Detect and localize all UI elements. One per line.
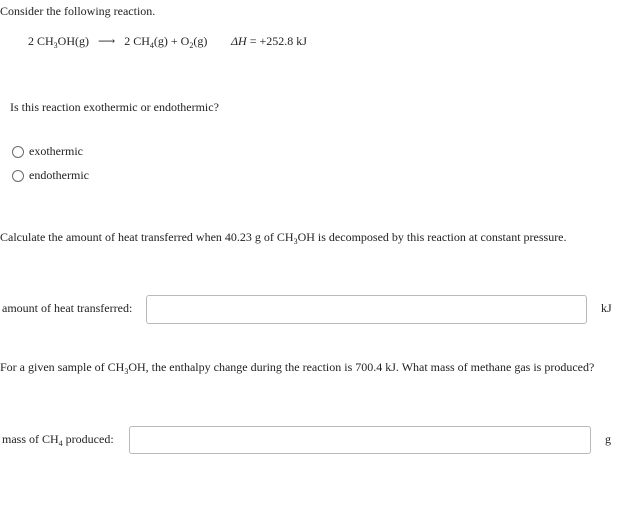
heat-unit-label: kJ (601, 301, 612, 315)
plus-sign: + (170, 34, 178, 48)
mass-field-label (2, 432, 114, 447)
mass-field-label-part: mass of CH (2, 432, 59, 446)
heat-unit (601, 301, 612, 316)
mass-field-label-part: produced: (65, 432, 114, 446)
delta-h (231, 34, 307, 49)
delta-h-symbol: ΔH (231, 34, 247, 48)
reactant-coefficient: 2 (28, 34, 34, 48)
radio-label: endothermic (29, 168, 89, 182)
question3-subscript: 3 (124, 367, 129, 376)
question2-subscript: 3 (293, 237, 298, 246)
product1-formula-part: CH (133, 34, 150, 48)
product2-formula-part: (g) (193, 34, 208, 48)
product1-formula-part: (g) (153, 34, 168, 48)
reactant-formula-part: CH (37, 34, 54, 48)
product2-formula-part: O (180, 34, 190, 48)
product1-coefficient: 2 (124, 34, 131, 48)
product1-subscript: 4 (149, 41, 154, 50)
intro-text-label: Consider the following reaction. (0, 4, 156, 18)
reactant-formula-part: OH(g) (57, 34, 89, 48)
heat-field-label (2, 301, 132, 316)
mass-field-label-subscript: 4 (58, 439, 63, 448)
question2-text-part: Calculate the amount of heat transferred when 40.23 g of CH (0, 230, 294, 244)
heat-field-label-text: amount of heat transferred: (2, 301, 133, 315)
question2-text-part: OH is decomposed by this reaction at constant pressure. (297, 230, 567, 244)
delta-h-value: = +252.8 kJ (249, 34, 307, 48)
reaction-arrow-icon: ⟶ (98, 34, 116, 48)
question1-text (10, 100, 219, 115)
mass-unit-label: g (605, 432, 611, 446)
question2-text (0, 230, 567, 245)
reactant-subscript: 3 (53, 41, 58, 50)
reaction-equation (28, 34, 207, 49)
radio-button[interactable] (12, 146, 24, 158)
mass-methane-input[interactable] (129, 426, 591, 454)
mass-unit (605, 432, 611, 447)
heat-transferred-input[interactable] (146, 295, 587, 324)
radio-label: exothermic (29, 144, 83, 158)
question3-text-part: For a given sample of CH (0, 360, 125, 374)
question1-label: Is this reaction exothermic or endothermic? (10, 100, 219, 114)
radio-button[interactable] (12, 170, 24, 182)
question3-text (0, 360, 594, 375)
question3-text-part: OH, the enthalpy change during the reaction is 700.4 kJ. What mass of methane gas is produced? (128, 360, 595, 374)
radio-option-endothermic[interactable] (12, 168, 89, 183)
product2-subscript: 2 (189, 41, 194, 50)
intro-text (0, 4, 155, 19)
radio-option-exothermic[interactable] (12, 144, 83, 159)
